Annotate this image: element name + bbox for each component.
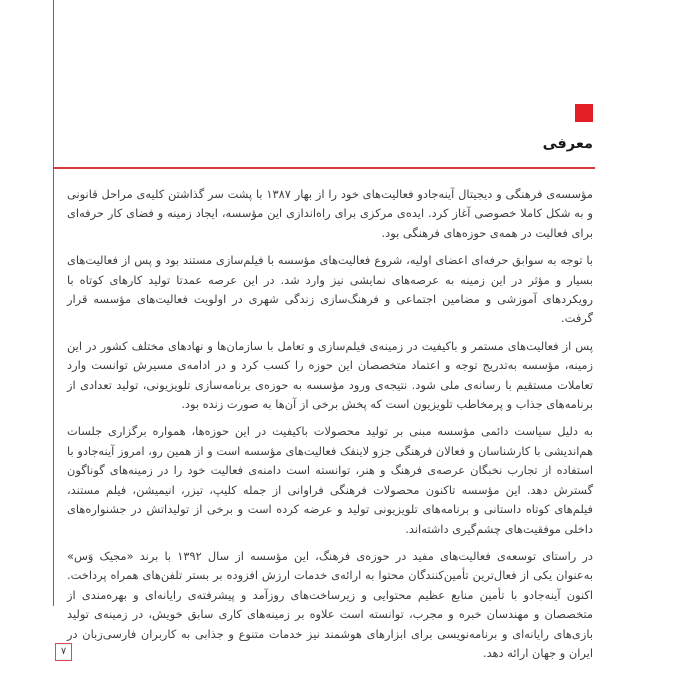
body-paragraph-3: پس از فعالیت‌های مستمر و باکیفیت در زمینه‌ی فیلم‌سازی و تعامل با سازمان‌ها و نهادهای مختلف کشور در این زمینه، مؤسسه به‌تدریج توجه و اعتماد متخصصان این حوزه را کسب کرد و در ادامه‌ی مسیرش توانست وارد تعاملات مستقیم با رسانه‌ی ملی شود. نتیجه‌ی ورود مؤسسه به حوزه‌ی برنامه‌سازی تلویزیونی، تولید تعدادی از برنامه‌های جذاب و پرمخاطب تلویزیون است که پخش برخی از آن‌ها به صورت زنده بود. bbox=[67, 338, 593, 412]
page-number: ۷ bbox=[60, 646, 67, 657]
body-paragraph-1: مؤسسه‌ی فرهنگی و دیجیتال آینه‌جادو فعالیت‌های خود را از بهار ۱۳۸۷ با پشت سر گذاشتن کلیه‌ی مراحل قانونی و به شکل کاملا خصوصی آغاز کرد. ایده‌ی مرکزی برای راه‌اندازی این مؤسسه، ایجاد زمینه و فضای کار حرفه‌ای برای فعالیت در همه‌ی حوزه‌های فرهنگی بود. bbox=[67, 187, 593, 240]
section-title: معرفی bbox=[542, 136, 593, 152]
body-paragraph-5: در راستای توسعه‌ی فعالیت‌های مفید در حوزه‌ی فرهنگ، این مؤسسه از سال ۱۳۹۲ با برند «مجیک وَس» به‌عنوان یکی از فعال‌ترین تأمین‌کنندگان محتوا به ارائه‌ی خدمات ارزش افزوده بر بستر تلفن‌های همراه پرداخت. اکنون آینه‌جادو با تأمین منابع عظیم محتوایی و زیرساخت‌های روزآمد و پیشرفته‌ی رایانه‌ای و بهره‌مندی از متخصصان و مهندسان خبره و مجرب، توانسته است علاوه بر زمینه‌های کاری سابق خویش، در زمینه‌ی تولید بازی‌های رایانه‌ای و برنامه‌نویسی برای ابزارهای هوشمند نیز خدمات متنوع و جذابی به کاربران فارسی‌زبان در ایران و جهان ارائه دهد. bbox=[67, 548, 593, 660]
section-marker-square bbox=[575, 104, 593, 122]
body-paragraph-4: به دلیل سیاست دائمی مؤسسه مبنی بر تولید محصولات باکیفیت در این حوزه‌ها، همواره برگزاری جلسات هم‌اندیشی با کارشناسان و فعالان فرهنگی جزو لاینفک فعالیت‌های مؤسسه است و از همین رو، امروز آینه‌جادو با استفاده از تجارب نخبگان عرصه‌ی فرهنگ و هنر، توانسته است دامنه‌ی فعالیت خود را در زمینه‌های گوناگون گسترش دهد. این مؤسسه تاکنون محصولات فرهنگی فراوانی از جمله کلیپ، تیزر، انیمیشن، فیلم مستند، فیلم‌های کوتاه داستانی و برنامه‌های تلویزیونی تولید و عرضه کرده است و برخی از تولیداتش در جشنواره‌های داخلی موفقیت‌های چشم‌گیری داشته‌اند. bbox=[67, 424, 593, 536]
title-divider bbox=[53, 167, 595, 169]
page-number-box bbox=[55, 643, 72, 661]
margin-rule bbox=[53, 0, 55, 606]
body-paragraph-2: با توجه به سوابق حرفه‌ای اعضای اولیه، شروع فعالیت‌های مؤسسه با فیلم‌سازی مستند بود و پس از فعالیت‌های بسیار و مؤثر در این زمینه به عرصه‌های نمایشی نیز وارد شد. در این عرصه عمدتا تولید کارهای کوتاه با رویکردهای آموزشی و مضامین اجتماعی و فرهنگ‌سازی زندگی شهری در اولویت فعالیت‌های مؤسسه قرار گرفت. bbox=[67, 253, 593, 326]
body-text bbox=[67, 185, 593, 663]
